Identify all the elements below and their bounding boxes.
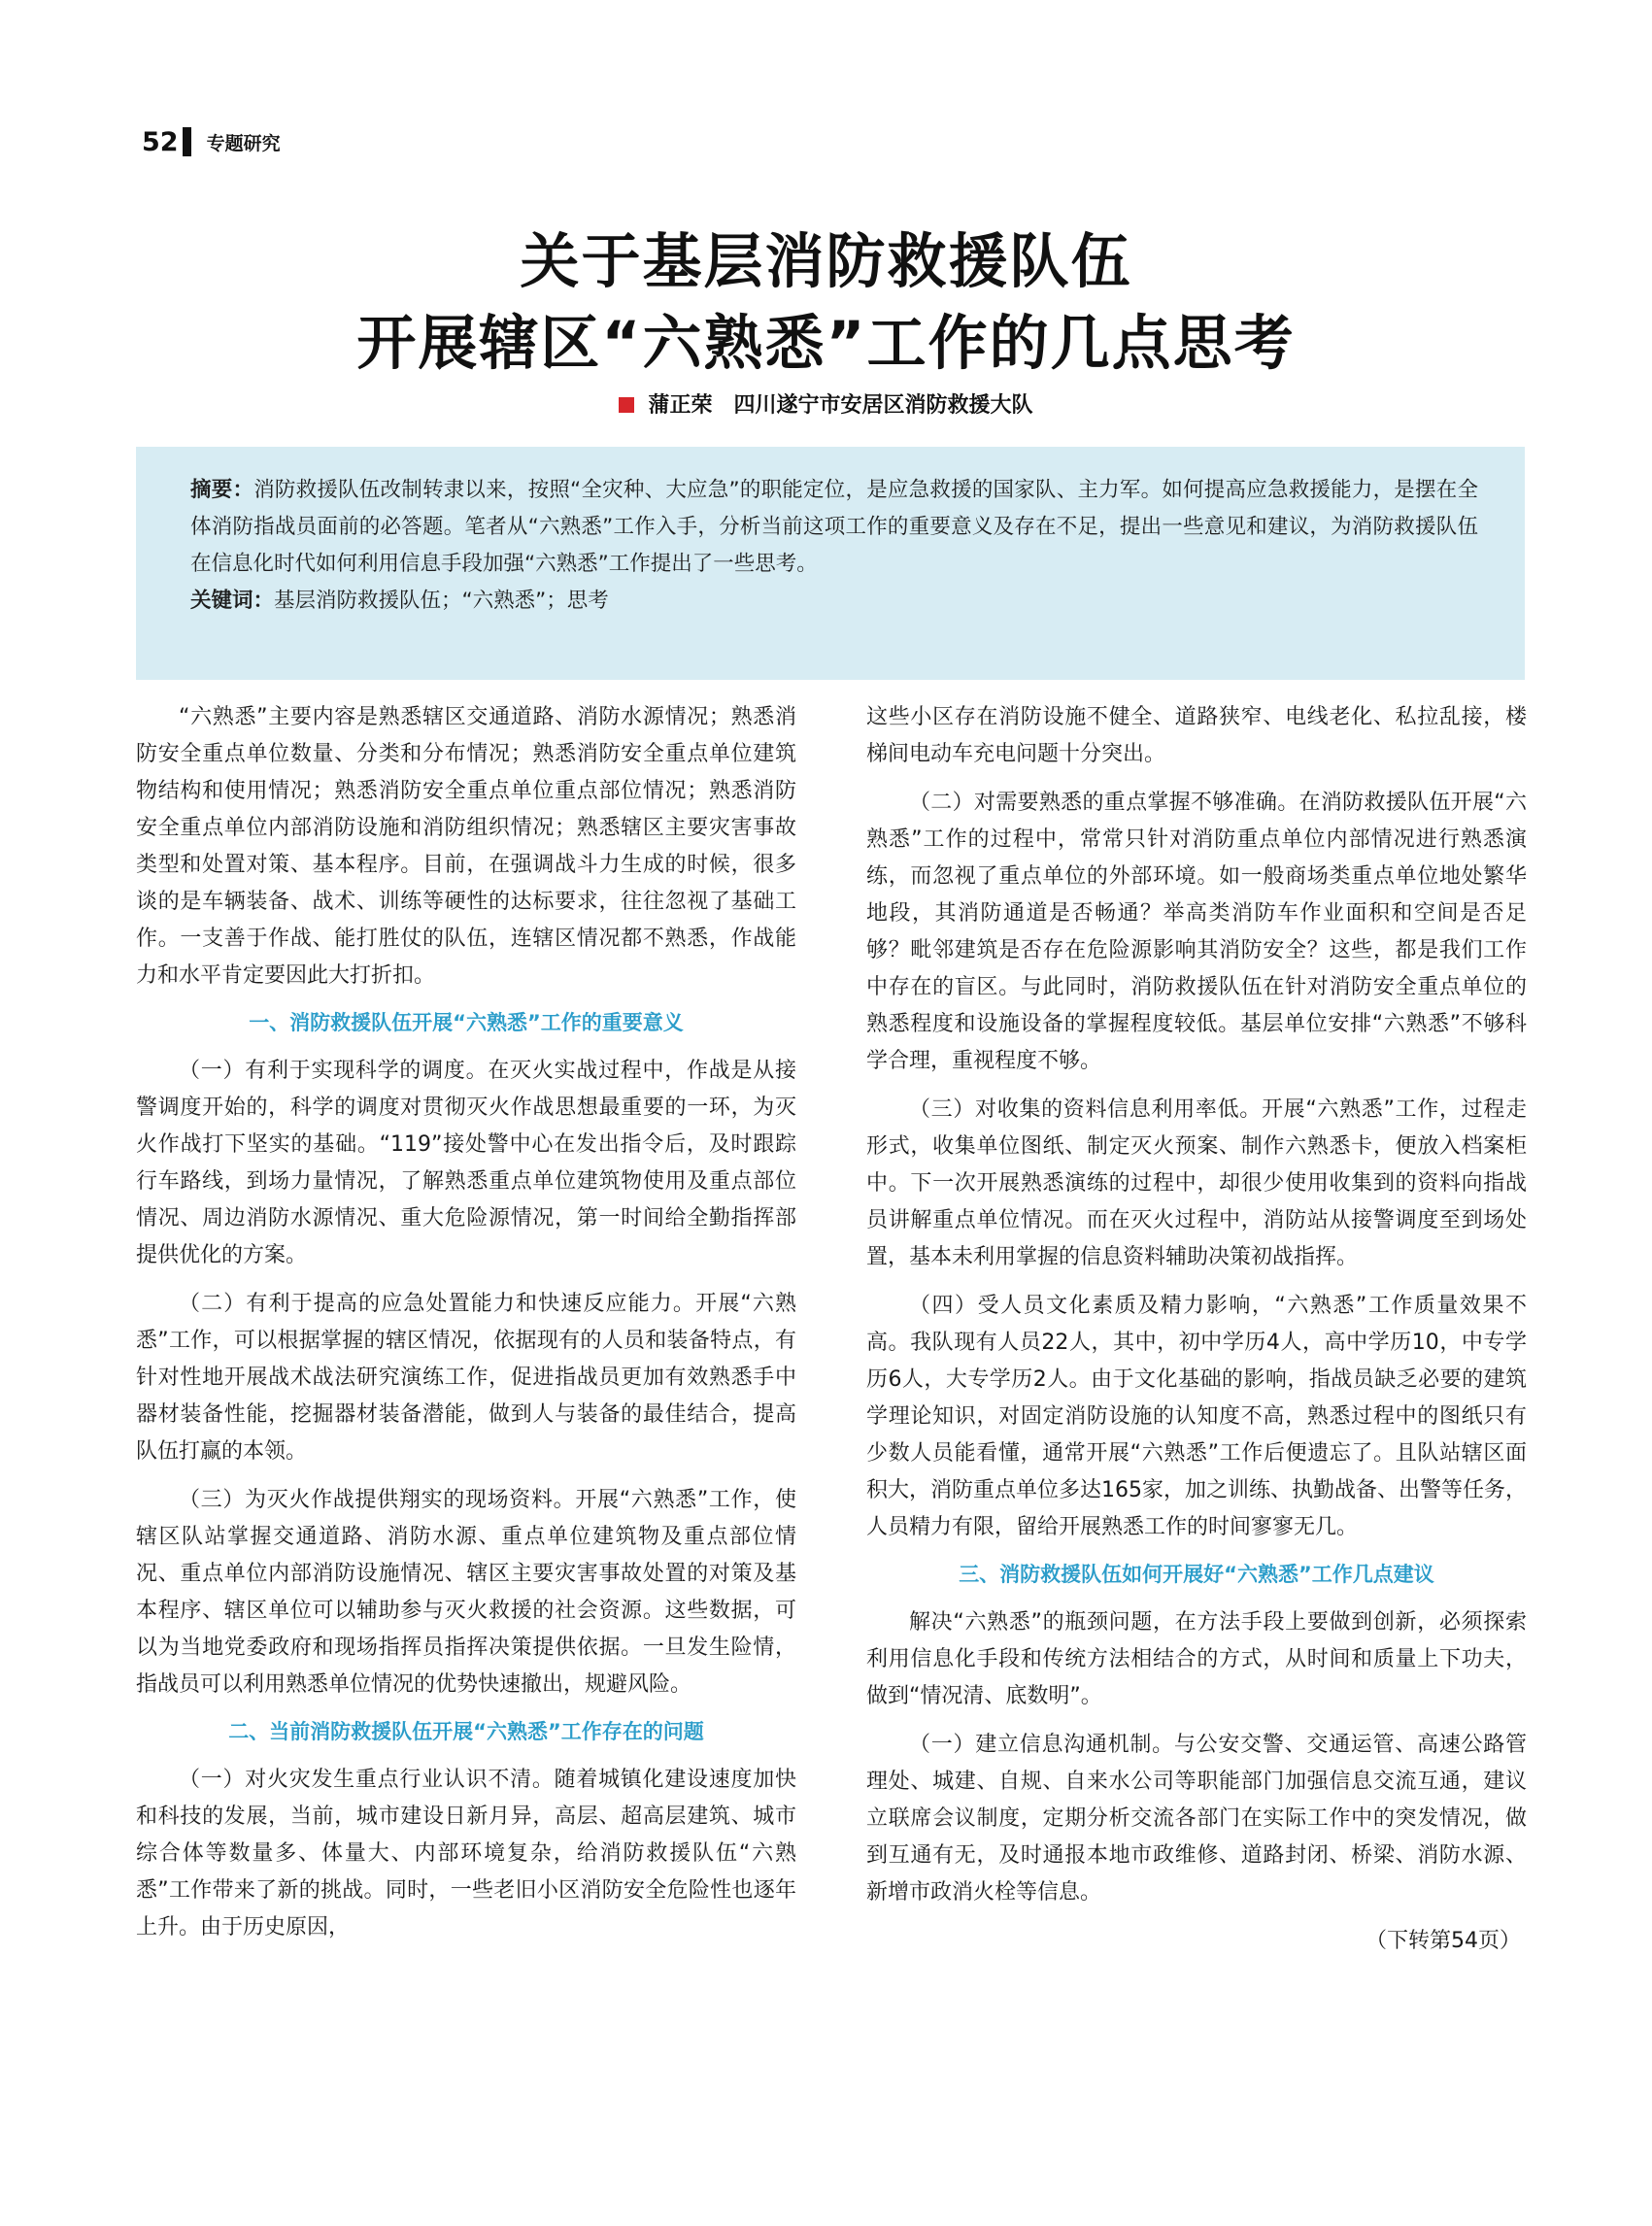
article-title-line-1: 关于基层消防救援队伍 <box>520 227 1132 296</box>
section2-paragraph-1: （一）对火灾发生重点行业认识不清。随着城镇化建设速度加快和科技的发展，当前，城市建设日新月异，高层、超高层建筑、城市综合体等数量多、体量大、内部环境复杂，给消防救援队伍“六熟悉”工作带来了新的挑战。同时，一些老旧小区消防安全危险性也逐年上升。由于历史原因， <box>136 1768 796 1939</box>
abstract-label: 摘要： <box>190 478 254 502</box>
article-title-line-2: 开展辖区“六熟悉”工作的几点思考 <box>356 309 1296 378</box>
section-heading-1: 一、消防救援队伍开展“六熟悉”工作的重要意义 <box>249 1011 684 1034</box>
section1-paragraph-2: （二）有利于提高的应急处置能力和快速反应能力。开展“六熟悉”工作，可以根据掌握的辖区情况，依据现有的人员和装备特点，有针对性地开展战术战法研究演练工作，促进指战员更加有效熟悉手中器材装备性能，挖掘器材装备潜能，做到人与装备的最佳结合，提高队伍打赢的本领。 <box>136 1292 796 1464</box>
author-affiliation: 四川遂宁市安居区消防救援大队 <box>733 393 1033 418</box>
section2-paragraph-3: （三）对收集的资料信息利用率低。开展“六熟悉”工作，过程走形式，收集单位图纸、制定灭火预案、制作六熟悉卡，便放入档案柜中。下一次开展熟悉演练的过程中，却很少使用收集到的资料向指战员讲解重点单位情况。而在灭火过程中，消防站从接警调度至到场处置，基本未利用掌握的信息资料辅助决策初战指挥。 <box>866 1097 1527 1269</box>
keywords-text: 基层消防救援队伍；“六熟悉”；思考 <box>274 589 609 613</box>
continued-note: （下转第54页） <box>1365 1929 1521 1953</box>
author-name: 蒲正荣 <box>648 393 713 418</box>
section1-paragraph-1: （一）有利于实现科学的调度。在灭火实战过程中，作战是从接警调度开始的，科学的调度对贯彻灭火作战思想最重要的一环，为灭火作战打下坚实的基础。“119”接处警中心在发出指令后，及时跟踪行车路线，到场力量情况，了解熟悉重点单位建筑物使用及重点部位情况、周边消防水源情况、重大危险源情况，第一时间给全勤指挥部提供优化的方案。 <box>136 1059 796 1267</box>
abstract-text: 消防救援队伍改制转隶以来，按照“全灾种、大应急”的职能定位，是应急救援的国家队、主力军。如何提高应急救援能力，是摆在全体消防指战员面前的必答题。笔者从“六熟悉”工作入手，分析当前这项工作的重要意义及存在不足，提出一些意见和建议，为消防救援队伍在信息化时代如何利用信息手段加强“六熟悉”工作提出了一些思考。 <box>190 478 1478 576</box>
section1-paragraph-3: （三）为灭火作战提供翔实的现场资料。开展“六熟悉”工作，使辖区队站掌握交通道路、消防水源、重点单位建筑物及重点部位情况、重点单位内部消防设施情况、辖区主要灾害事故处置的对策及基本程序、辖区单位可以辅助参与灭火救援的社会资源。这些数据，可以为当地党委政府和现场指挥员指挥决策提供依据。一旦发生险情，指战员可以利用熟悉单位情况的优势快速撤出，规避风险。 <box>136 1488 796 1697</box>
keywords-paragraph <box>190 583 1478 620</box>
red-square-icon <box>619 397 634 413</box>
byline <box>0 388 1652 419</box>
section-heading-2: 二、当前消防救援队伍开展“六熟悉”工作存在的问题 <box>228 1720 704 1743</box>
right-column <box>866 699 1527 1972</box>
abstract-paragraph <box>190 472 1478 583</box>
section2-paragraph-1-continued: 这些小区存在消防设施不健全、道路狭窄、电线老化、私拉乱接，楼梯间电动车充电问题十分突出。 <box>866 705 1527 766</box>
section3-intro: 解决“六熟悉”的瓶颈问题，在方法手段上要做到创新，必须探索利用信息化手段和传统方法相结合的方式，从时间和质量上下功夫，做到“情况清、底数明”。 <box>866 1610 1527 1708</box>
section-heading-3: 三、消防救援队伍如何开展好“六熟悉”工作几点建议 <box>959 1563 1434 1586</box>
section3-paragraph-1: （一）建立信息沟通机制。与公安交警、交通运管、高速公路管理处、城建、自规、自来水公司等职能部门加强信息交流互通，建议立联席会议制度，定期分析交流各部门在实际工作中的突发情况，做到互通有无，及时通报本地市政维修、道路封闭、桥梁、消防水源、新增市政消火栓等信息。 <box>866 1733 1527 1905</box>
abstract-box <box>136 447 1525 680</box>
page-number: 52 <box>142 126 179 157</box>
section-label: 专题研究 <box>206 132 281 154</box>
intro-paragraph: “六熟悉”主要内容是熟悉辖区交通道路、消防水源情况；熟悉消防安全重点单位数量、分类和分布情况；熟悉消防安全重点单位建筑物结构和使用情况；熟悉消防安全重点单位重点部位情况；熟悉消防安全重点单位内部消防设施和消防组织情况；熟悉辖区主要灾害事故类型和处置对策、基本程序。目前，在强调战斗力生成的时候，很多谈的是车辆装备、战术、训练等硬性的达标要求，往往忽视了基础工作。一支善于作战、能打胜仗的队伍，连辖区情况都不熟悉，作战能力和水平肯定要因此大打折扣。 <box>136 705 796 988</box>
left-column <box>136 699 796 1958</box>
section2-paragraph-2: （二）对需要熟悉的重点掌握不够准确。在消防救援队伍开展“六熟悉”工作的过程中，常常只针对消防重点单位内部情况进行熟悉演练，而忽视了重点单位的外部环境。如一般商场类重点单位地处繁华地段，其消防通道是否畅通？举高类消防车作业面积和空间是否足够？毗邻建筑是否存在危险源影响其消防安全？这些，都是我们工作中存在的盲区。与此同时，消防救援队伍在针对消防安全重点单位的熟悉程度和设施设备的掌握程度较低。基层单位安排“六熟悉”不够科学合理，重视程度不够。 <box>866 791 1527 1073</box>
section2-paragraph-4: （四）受人员文化素质及精力影响，“六熟悉”工作质量效果不高。我队现有人员22人，其中，初中学历4人，高中学历10，中专学历6人，大专学历2人。由于文化基础的影响，指战员缺乏必要的建筑学理论知识，对固定消防设施的认知度不高，熟悉过程中的图纸只有少数人员能看懂，通常开展“六熟悉”工作后便遗忘了。且队站辖区面积大，消防重点单位多达165家，加之训练、执勤战备、出警等任务，人员精力有限，留给开展熟悉工作的时间寥寥无几。 <box>866 1294 1527 1539</box>
keywords-label: 关键词： <box>190 589 275 613</box>
page-number-bar <box>183 127 191 156</box>
page-header <box>142 124 281 159</box>
